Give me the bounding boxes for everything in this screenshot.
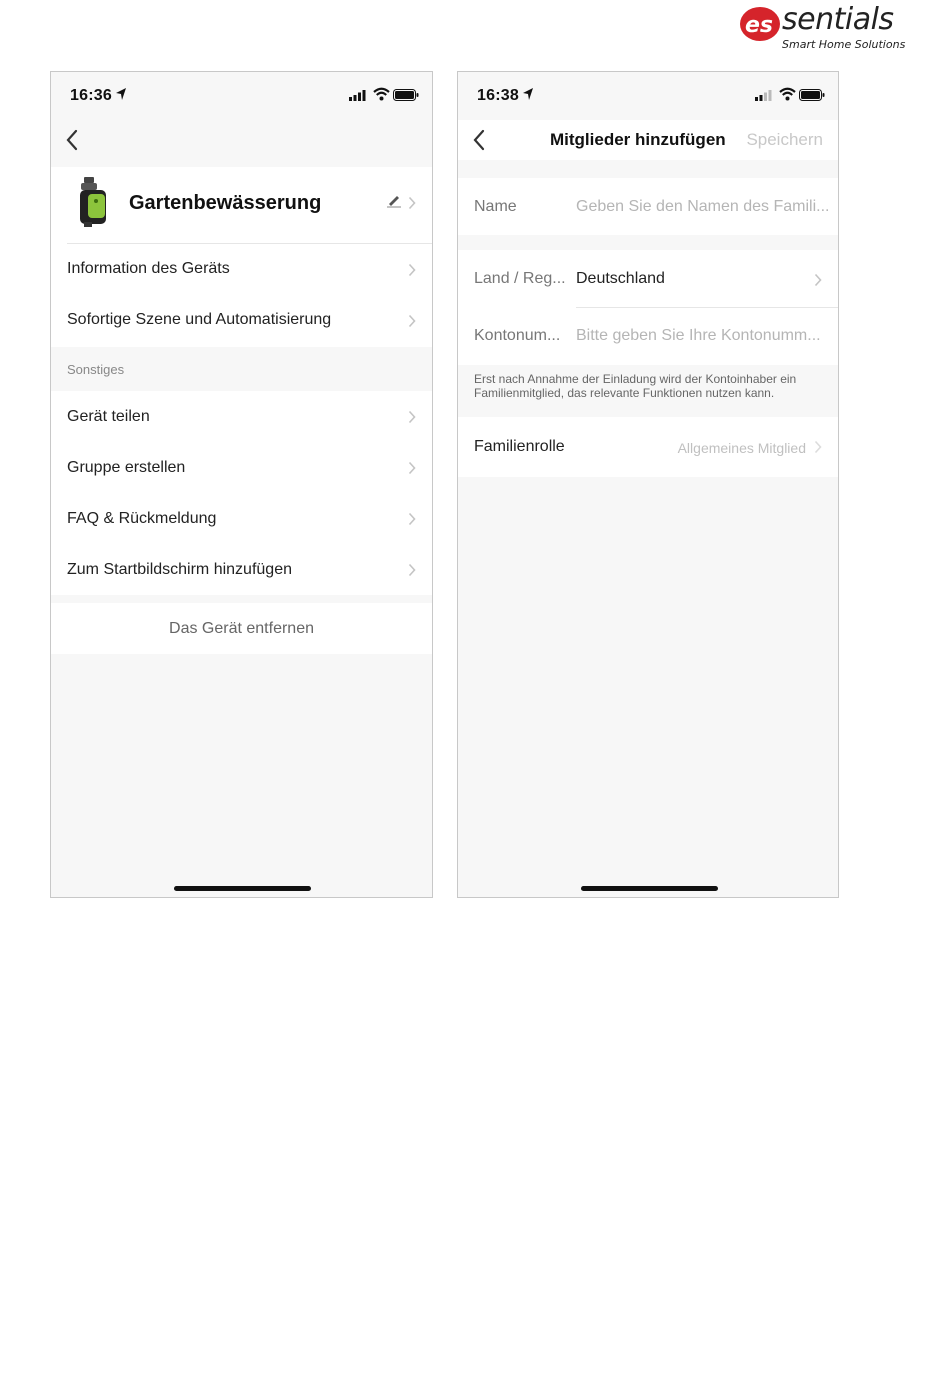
name-label: Name [474, 198, 517, 215]
remove-device-label: Das Gerät entfernen [169, 620, 314, 637]
save-button[interactable]: Speichern [746, 130, 823, 149]
battery-icon [799, 89, 825, 101]
menu-item-label: Information des Geräts [67, 260, 230, 277]
wifi-icon [373, 87, 390, 101]
edit-pencil-icon[interactable] [386, 194, 402, 208]
account-fields-group [458, 250, 838, 365]
other-items-group [51, 391, 432, 595]
account-number-row[interactable] [458, 308, 838, 365]
chevron-right-icon [408, 314, 416, 328]
device-header-group [51, 167, 432, 347]
menu-item-create-group[interactable] [51, 442, 432, 493]
nav-bar [458, 120, 838, 160]
logo-tagline: Smart Home Solutions [782, 38, 906, 51]
section-header-other [51, 347, 432, 391]
chevron-right-icon[interactable] [408, 196, 416, 210]
battery-icon [393, 89, 419, 101]
cellular-signal-icon [755, 90, 772, 101]
country-label: Land / Reg... [474, 270, 566, 287]
menu-item-label: Gerät teilen [67, 408, 150, 425]
chevron-right-icon [408, 512, 416, 526]
hint-line-2: Familienmitglied, das relevante Funktionen nutzen kann. [474, 386, 775, 400]
menu-item-label: Gruppe erstellen [67, 459, 186, 476]
page-title: Mitglieder hinzufügen [550, 130, 726, 149]
home-indicator[interactable] [174, 886, 311, 891]
name-input[interactable]: Geben Sie den Namen des Famili... [576, 198, 830, 215]
country-region-row[interactable] [458, 250, 838, 307]
invitation-hint [458, 367, 838, 415]
section-label: Sonstiges [67, 362, 125, 377]
family-role-row[interactable] [458, 417, 838, 477]
chevron-right-icon [408, 410, 416, 424]
svg-text:es: es [745, 13, 774, 38]
phone-add-member [457, 71, 839, 898]
menu-item-label: FAQ & Rückmeldung [67, 510, 217, 527]
family-role-label: Familienrolle [474, 438, 565, 455]
device-name: Gartenbewässerung [129, 192, 322, 214]
back-chevron-icon[interactable] [65, 129, 79, 151]
remove-device-button[interactable] [51, 603, 432, 654]
chevron-right-icon [814, 440, 822, 454]
menu-item-label: Sofortige Szene und Automatisierung [67, 311, 332, 328]
hint-line-1: Erst nach Annahme der Einladung wird der Kontoinhaber ein [474, 372, 797, 386]
menu-item-add-to-homescreen[interactable] [51, 544, 432, 595]
status-bar [458, 72, 838, 120]
essentials-logo [738, 4, 908, 52]
family-role-value: Allgemeines Mitglied [677, 440, 806, 456]
menu-item-share-device[interactable] [51, 391, 432, 442]
location-arrow-icon [522, 87, 534, 101]
status-bar [51, 72, 432, 120]
menu-item-device-info[interactable] [51, 244, 432, 295]
name-field-row[interactable] [458, 178, 838, 235]
logo-word: sentials [782, 2, 894, 37]
chevron-right-icon [408, 461, 416, 475]
chevron-right-icon [814, 273, 822, 287]
account-label: Kontonum... [474, 327, 561, 344]
wifi-icon [779, 87, 796, 101]
water-timer-device-icon [78, 177, 112, 227]
country-value: Deutschland [576, 270, 665, 287]
menu-item-label: Zum Startbildschirm hinzufügen [67, 561, 292, 578]
menu-item-faq-feedback[interactable] [51, 493, 432, 544]
status-time: 16:38 [477, 87, 519, 104]
es-logo-mark [738, 4, 782, 44]
chevron-right-icon [408, 263, 416, 277]
chevron-right-icon [408, 563, 416, 577]
location-arrow-icon [115, 87, 127, 101]
status-time: 16:36 [70, 87, 112, 104]
home-indicator[interactable] [581, 886, 718, 891]
menu-item-scene-automation[interactable] [51, 295, 432, 346]
cellular-signal-icon [349, 90, 366, 101]
phone-device-settings [50, 71, 433, 898]
account-input[interactable]: Bitte geben Sie Ihre Kontonumm... [576, 327, 821, 344]
back-chevron-icon[interactable] [472, 129, 486, 151]
